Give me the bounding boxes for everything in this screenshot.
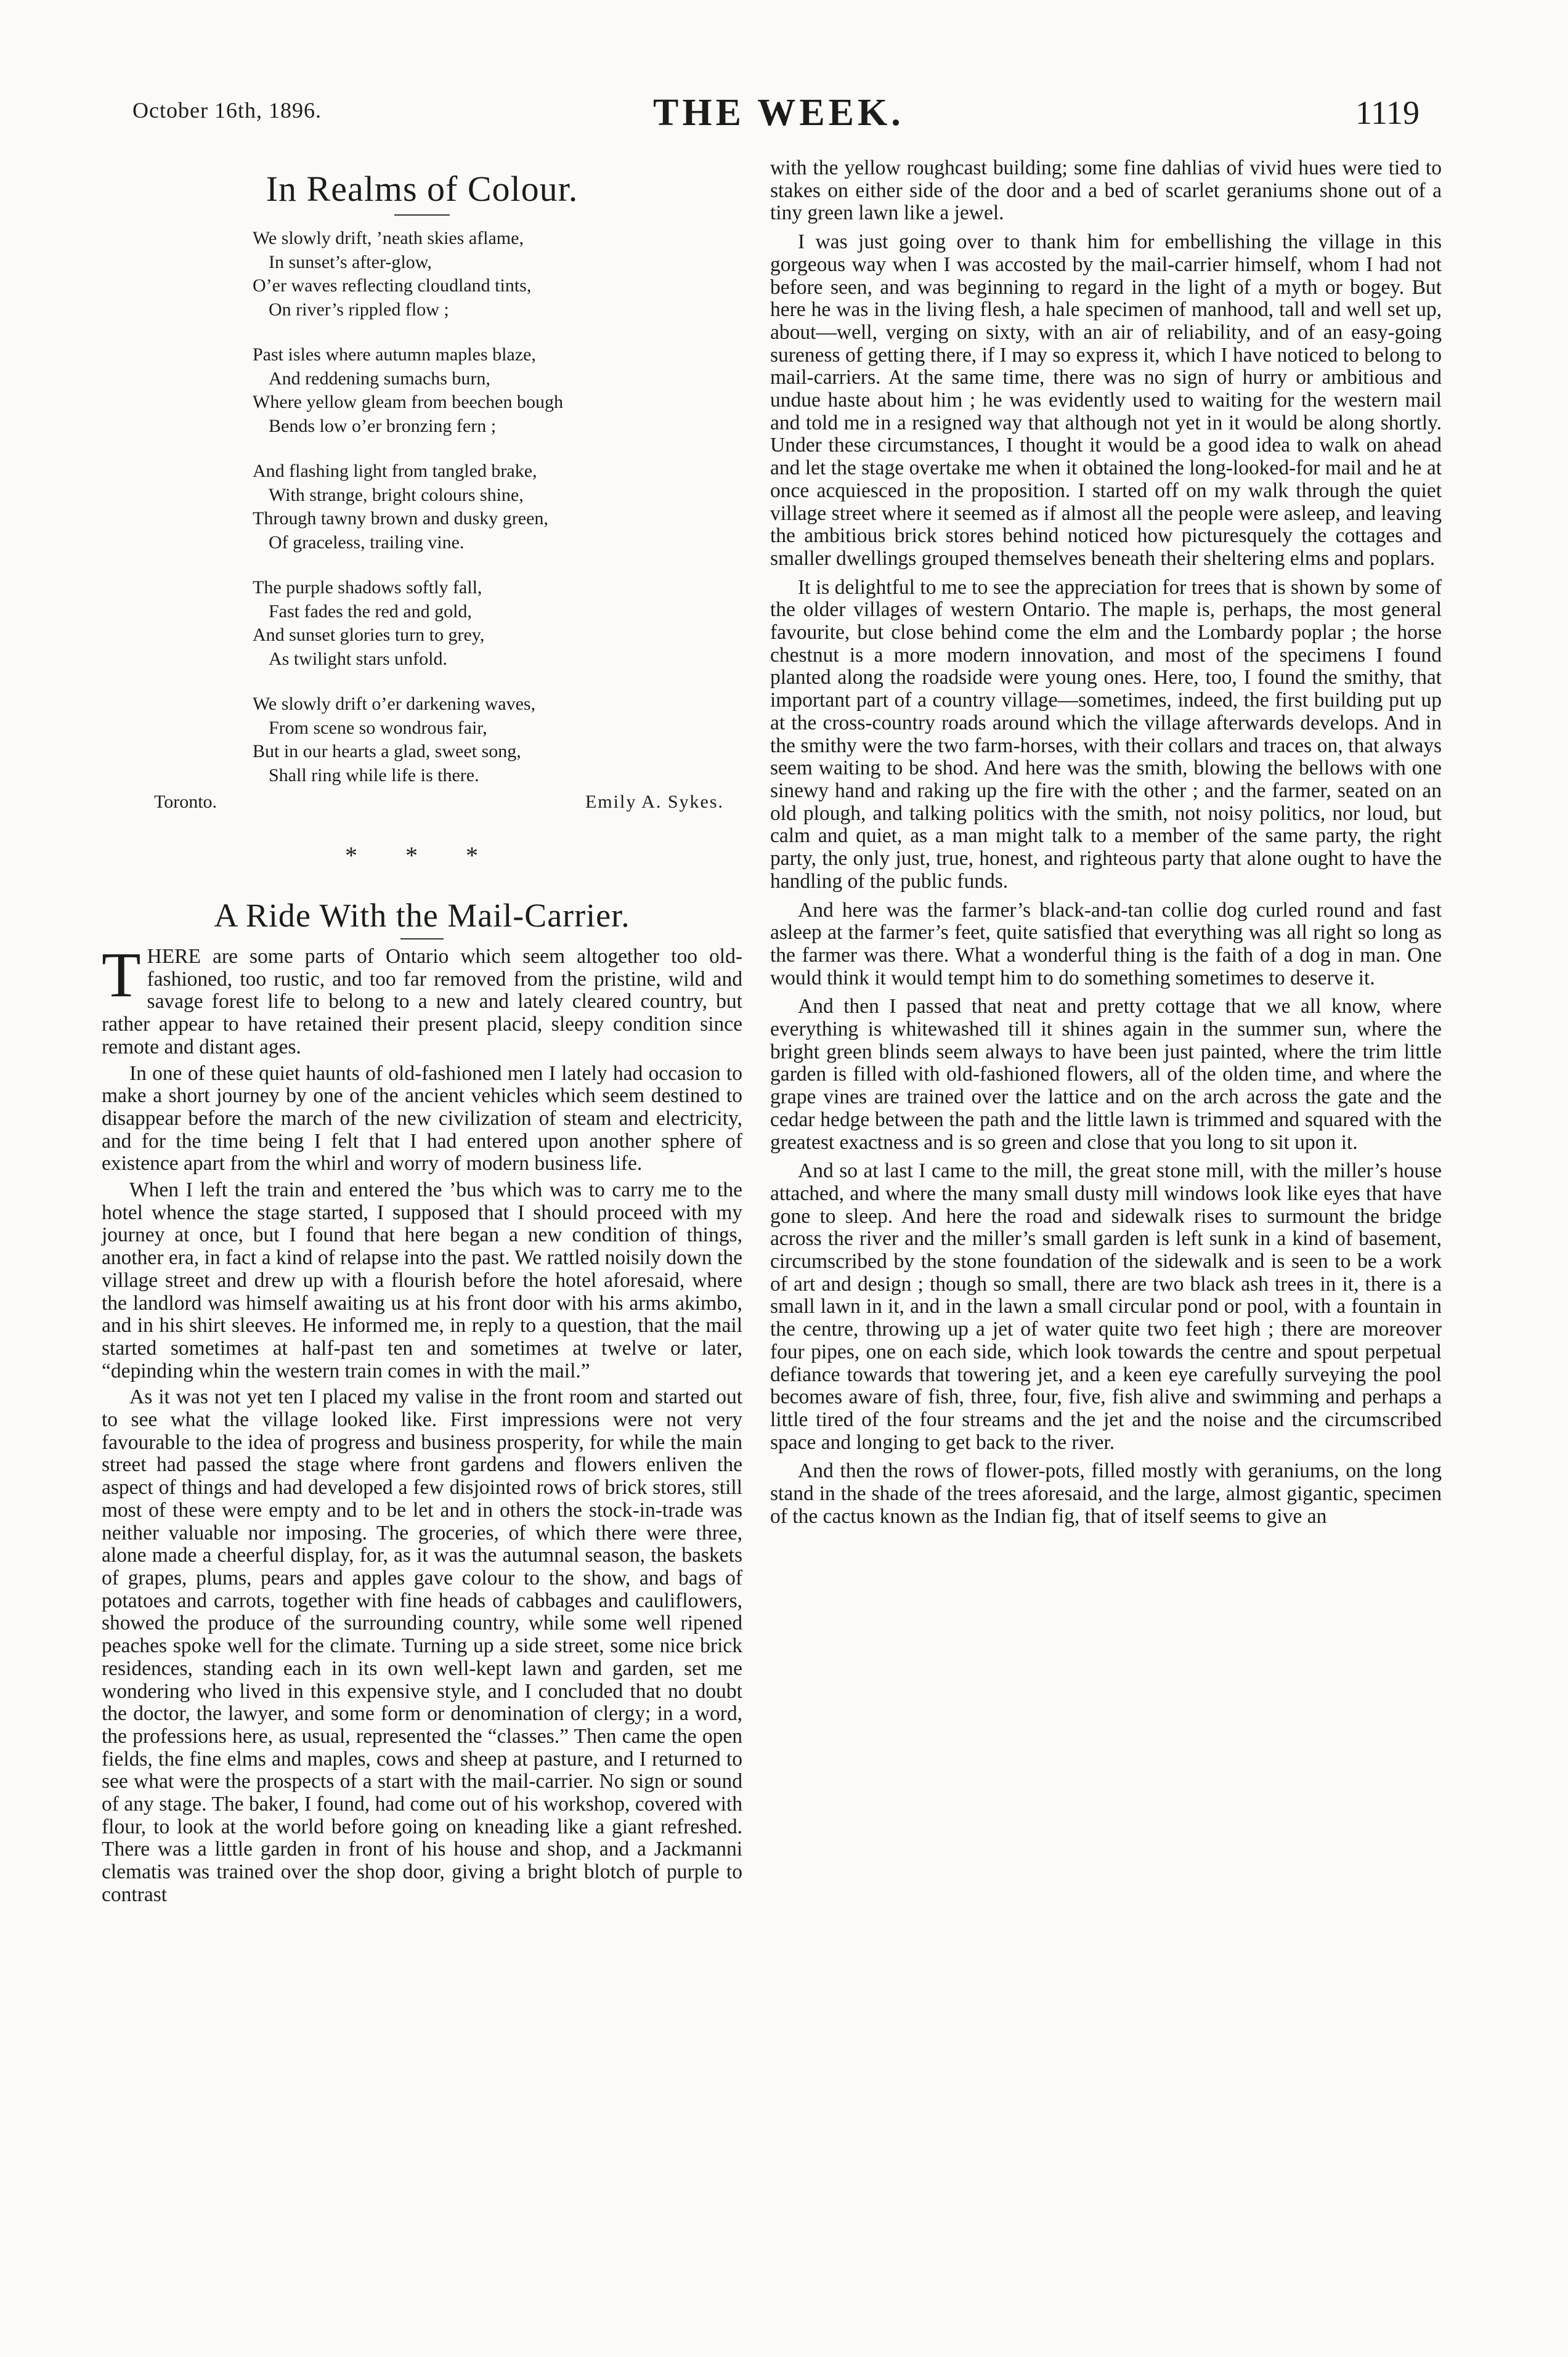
page-number: 1119 — [1355, 94, 1420, 131]
poem-stanza — [253, 576, 742, 671]
poem-line: Of graceless, trailing vine. — [269, 532, 465, 553]
article-paragraph — [102, 939, 742, 1059]
poem-signature — [102, 792, 742, 816]
article-title-rule — [400, 938, 444, 939]
article-paragraph: When I left the train and entered the ’bus which was to carry me to the hotel whence the stage started, I supposed that I should proceed with my journey at once, but I found that here began a new condition of things, another era, in fact a kind of relapse into the past. We rattled noisily down the village street and drew up with a flourish before the hotel aforesaid, where the landlord was himself awaiting us at his front door with his arms akimbo, and in his shirt sleeves. He informed me, in reply to a question, that the mail started sometimes at half-past ten and sometimes at twelve or later, “depinding whin the western train comes in with the mail.” — [102, 1178, 742, 1382]
poem-line: On river’s rippled flow ; — [269, 299, 449, 320]
poem-line: And flashing light from tangled brake, — [253, 461, 537, 481]
article-paragraph: It is delightful to me to see the appreciation for trees that is shown by some of the older villages of western Ontario. The maple is, perhaps, the most general favourite, but close behind come the elm and the Lombardy poplar ; the horse chestnut is a more modern innovation, and most of the specimens I found planted along the roadside were young ones. Here, too, I found the smithy, that important part of a country village—sometimes, indeed, the first building put up at the cross-country roads around which the village afterwards develops. And in the smithy were the two farm-horses, with their collars and traces on, that always seem waiting to be shod. And here was the smith, blowing the bellows with one sinewy hand and raking up the fire with the other ; and the farmer, seated on an old plough, and talking politics with the smith, not noisy politics, nor loud, but calm and quiet, as a man might talk to a member of the same party, the right party, the only just, true, honest, and righteous party that alone ought to have the handling of the public funds. — [770, 575, 1442, 893]
issue-date: October 16th, 1896. — [132, 98, 322, 123]
poem-stanza — [253, 227, 742, 322]
poem-line: O’er waves reflecting cloudland tints, — [253, 275, 532, 296]
poem-line: The purple shadows softly fall, — [253, 577, 482, 598]
poem-line: And reddening sumachs burn, — [269, 368, 490, 389]
poem-line: Fast fades the red and gold, — [269, 601, 472, 622]
poem-line: In sunset’s after-glow, — [269, 251, 432, 272]
article-paragraph: with the yellow roughcast building; some fine dahlias of vivid hues were tied to stakes on either side of the door and a bed of scarlet geraniums shone out of a tiny green lawn like a jewel. — [770, 156, 1442, 225]
article-body-right — [770, 157, 1442, 1528]
poem-line: We slowly drift o’er darkening waves, — [253, 694, 536, 714]
article-body-left — [102, 939, 742, 1907]
poem-line: But in our hearts a glad, sweet song, — [253, 741, 521, 761]
poem-stanza — [253, 343, 742, 438]
page-header — [0, 92, 1568, 142]
drop-cap: T — [102, 939, 141, 1010]
poem-place: Toronto. — [154, 792, 217, 812]
poem-line: Through tawny brown and dusky green, — [253, 508, 548, 529]
section-separator: * * * — [345, 842, 499, 869]
poem-line: Past isles where autumn maples blaze, — [253, 344, 536, 365]
poem-line: Shall ring while life is there. — [269, 765, 479, 785]
article-paragraph: And so at last I came to the mill, the great stone mill, with the miller’s house attached, and where the many small dusty mill windows look like eyes that have gone to sleep. And here the road and sidewalk rises to surmount the bridge across the river and the miller’s small garden is left sunk in a kind of basement, circumscribed by the stone foundation of the sidewalk and is seen to be a work of art and design ; though so small, there are two black ash trees in it, there is a small lawn in it, and in the lawn a small circular pond or pool, with a fountain in the centre, throwing up a jet of water quite two feet high ; there are moreover four pipes, one on each side, which look towards the centre and spout perpetual defiance towards that towering jet, and a keen eye carefully surveying the pool becomes aware of fish, three, four, five, fish alive and swimming and perhaps a little tired of the four streams and the jet and the noise and the circumscribed space and longing to get back to the river. — [770, 1159, 1442, 1454]
poem-line: With strange, bright colours shine, — [269, 484, 524, 505]
article-paragraph: And here was the farmer’s black-and-tan collie dog curled round and fast asleep at the farmer’s feet, quite satisfied that everything was all right so long as the farmer was there. What a wonderful thing is the faith of a dog in man. One would think it would tempt him to do something sometimes to deserve it. — [770, 898, 1442, 989]
poem-line: Bends low o’er bronzing fern ; — [269, 415, 497, 436]
article-paragraph: And then the rows of flower-pots, filled mostly with geraniums, on the long stand in the shade of the trees aforesaid, and the large, almost gigantic, specimen of the cactus known as the Indian fig, that of itself seems to give an — [770, 1459, 1442, 1528]
article-paragraph: In one of these quiet haunts of old-fashioned men I lately had occasion to make a short journey by one of the ancient vehicles which seem destined to disappear before the march of the new civilization of steam and electricity, and for the time being I felt that I had entered upon another sphere of existence apart from the whirl and worry of modern business life. — [102, 1061, 742, 1175]
poem-title: In Realms of Colour. — [266, 169, 579, 209]
poem-stanza — [253, 692, 742, 787]
poem-line: And sunset glories turn to grey, — [253, 625, 485, 645]
poem-line: Where yellow gleam from beechen bough — [253, 392, 563, 412]
left-column — [102, 157, 742, 1910]
poem-line: As twilight stars unfold. — [269, 648, 447, 669]
poem-stanza — [253, 460, 742, 554]
paragraph-text: HERE are some parts of Ontario which seem altogether too old-fashioned, too rustic, and too far removed from the pristine, wild and savage forest life to belong to a new and lately cleared country, but rather appear to have retained their present placid, sleepy condition since remote and distant ages. — [102, 945, 742, 1058]
poem-author: Emily A. Sykes. — [585, 792, 724, 812]
journal-title: THE WEEK. — [653, 92, 904, 134]
poem-line: We slowly drift, ’neath skies aflame, — [253, 228, 524, 248]
poem-line: From scene so wondrous fair, — [269, 717, 487, 738]
article-paragraph: And then I passed that neat and pretty cottage that we all know, where everything is whitewashed till it shines again in the summer sun, where the bright green blinds seem always to have been just painted, where the trim little garden is filled with old-fashioned flowers, all of the olden time, and where the grape vines are trained over the lattice and on the arch across the gate and the cedar hedge between the path and the little lawn is trimmed and squared with the greatest exactness and is so green and close that you long to sit upon it. — [770, 995, 1442, 1154]
right-column — [770, 157, 1442, 1534]
poem — [253, 227, 742, 787]
title-rule — [394, 214, 450, 216]
article-paragraph: I was just going over to thank him for embellishing the village in this gorgeous way when I was accosted by the mail-carrier himself, whom I had not before seen, and was beginning to regard in the light of a myth or bogey. But here he was in the living flesh, a hale specimen of manhood, tall and well set up, about—well, verging on sixty, with an air of reliability, and of an easy-going sureness of getting there, if I may so express it, which I have noticed to belong to mail-carriers. At the same time, there was no sign of hurry or ambitious and undue haste about him ; he was evidently used to waiting for the western mail and told me in a resigned way that although not yet in it would be along shortly. Under these circumstances, I thought it would be a good idea to walk on ahead and let the stage overtake me when it obtained the long-looked-for mail and he at once acquiesced in the proposition. I started off on my walk through the quiet village street where it seemed as if almost all the people were asleep, and leaving the ambitious brick stores behind noticed how picturesquely the cottages and smaller dwellings grouped themselves beneath their sheltering elms and poplars. — [770, 230, 1442, 570]
article-title: A Ride With the Mail-Carrier. — [214, 897, 630, 934]
article-paragraph: As it was not yet ten I placed my valise in the front room and started out to see what the village looked like. First impressions were not very favourable to the idea of progress and business prosperity, for while the main street had passed the stage where front gardens and flowers enliven the aspect of things and had developed a few disjointed rows of brick stores, still most of these were empty and to be let and in others the stock-in-trade was neither valuable nor imposing. The groceries, of which there were three, alone made a cheerful display, for, as it was the autumnal season, the baskets of grapes, plums, pears and apples gave colour to the show, and bags of potatoes and carrots, together with fine heads of cabbages and cauliflowers, showed the produce of the surrounding country, while some well ripened peaches spoke well for the climate. Turning up a side street, some nice brick residences, standing each in its own well-kept lawn and garden, set me wondering who lived in this expensive style, and I concluded that no doubt the doctor, the lawyer, and some form or denomination of clergy; in a word, the professions here, as usual, represented the “classes.” Then came the open fields, the fine elms and maples, cows and sheep at pasture, and I returned to see what were the prospects of a start with the mail-carrier. No sign or sound of any stage. The baker, I found, had come out of his workshop, covered with flour, to look at the world before going on kneading like a giant refreshed. There was a little garden in front of his house and shop, and a Jackmanni clematis was trained over the shop door, giving a bright blotch of purple to contrast — [102, 1385, 742, 1906]
